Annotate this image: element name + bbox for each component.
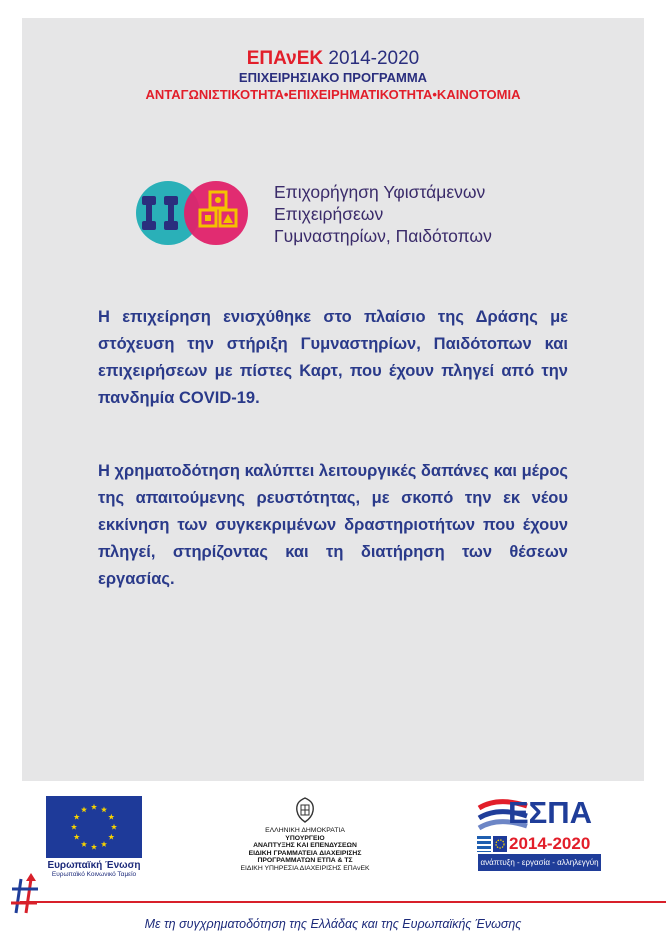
divider-line bbox=[20, 901, 666, 903]
action-title-line-3: Γυμναστηρίων, Παιδότοπων bbox=[274, 226, 492, 246]
action-title-line-2: Επιχειρήσεων bbox=[274, 204, 384, 224]
brand-years: 2014-2020 bbox=[328, 48, 420, 69]
info-panel bbox=[22, 18, 644, 781]
greek-emblem-icon bbox=[294, 797, 316, 823]
eu-flag-icon bbox=[46, 796, 142, 858]
eu-logo bbox=[46, 796, 142, 878]
gr-eu-flags-icon bbox=[477, 836, 507, 852]
espa-years: 2014-2020 bbox=[509, 834, 591, 853]
funding-paragraph: Η χρηματοδότηση καλύπτει λειτουργικές δαπάνες και μέρος της απαιτούμενης ρευστότητας, με σκοπό την εκ νέου εκκίνηση των συγκεκριμένων δραστηριοτήτων που έχουν πληγεί, στηρίζοντας και τη διατήρηση των θέσεων εργασίας. bbox=[98, 462, 568, 588]
gov-line-4: ΕΙΔΙΚΗ ΓΡΑΜΜΑΤΕΙΑ ΔΙΑΧΕΙΡΙΣΗΣ bbox=[248, 849, 362, 857]
program-slogan: ΑΝΤΑΓΩΝΙΣΤΙΚΟΤΗΤΑ•ΕΠΙΧΕΙΡΗΜΑΤΙΚΟΤΗΤΑ•ΚΑΙΝΟΤΟΜΙΑ bbox=[145, 87, 521, 102]
gov-line-5: ΠΡΟΓΡΑΜΜΑΤΩΝ ΕΤΠΑ & ΤΣ bbox=[257, 857, 353, 865]
program-label: ΕΠΙΧΕΙΡΗΣΙΑΚΟ ΠΡΟΓΡΑΜΜΑ bbox=[238, 70, 428, 85]
ministry-logo bbox=[225, 797, 385, 873]
gov-line-6: ΕΙΔΙΚΗ ΥΠΗΡΕΣΙΑ ΔΙΑΧΕΙΡΙΣΗΣ ΕΠΑνΕΚ bbox=[240, 864, 370, 872]
support-paragraph: Η επιχείρηση ενισχύθηκε στο πλαίσιο της Δράσης με στόχευση την στήριξη Γυμναστηρίων, Παιδότοπων και επιχειρήσεων με πίστες Καρτ, που έχουν πληγεί από την πανδημία COVID-19. bbox=[98, 308, 568, 407]
gov-line-1: ΕΛΛΗΝΙΚΗ ΔΗΜΟΚΡΑΤΙΑ bbox=[265, 827, 345, 834]
gym-playground-logo-icon bbox=[134, 178, 252, 248]
action-title-line-1: Επιχορήγηση Υφιστάμενων bbox=[274, 182, 486, 202]
footer bbox=[0, 781, 666, 951]
espa-logo bbox=[455, 796, 605, 884]
eu-name: Ευρωπαϊκή Ένωση bbox=[47, 860, 141, 871]
gov-line-2: ΥΠΟΥΡΓΕΙΟ bbox=[285, 834, 325, 842]
program-brand bbox=[22, 48, 644, 70]
action-title bbox=[274, 181, 604, 247]
espa-word: ΕΣΠΑ bbox=[508, 795, 593, 830]
cofunding-text: Με τη συγχρηματοδότηση της Ελλάδας και της Ευρωπαϊκής Ένωσης bbox=[144, 917, 522, 931]
gov-line-3: ΑΝΑΠΤΥΞΗΣ ΚΑΙ ΕΠΕΝΔΥΣΕΩΝ bbox=[253, 842, 357, 850]
eu-fund: Ευρωπαϊκό Κοινωνικό Ταμείο bbox=[51, 871, 137, 878]
hashtag-arrow-icon bbox=[10, 873, 40, 917]
espa-slogan: ανάπτυξη - εργασία - αλληλεγγύη bbox=[478, 854, 601, 871]
brand-epanek: ΕΠΑνΕΚ bbox=[246, 48, 324, 69]
